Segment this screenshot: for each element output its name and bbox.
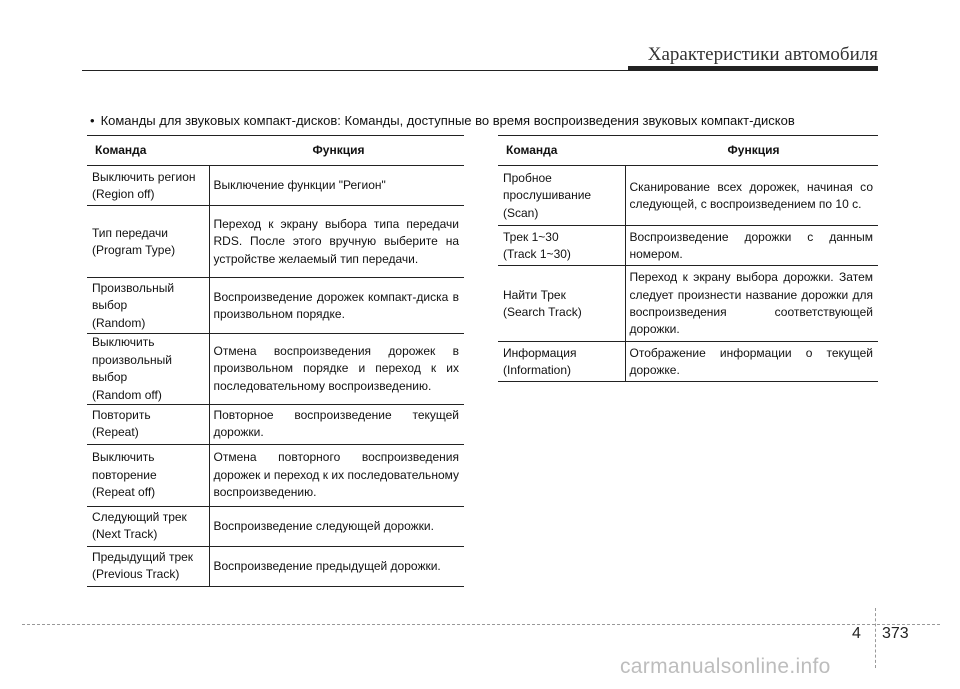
- function-cell: Воспроизведение дорожки с данным номером.: [625, 226, 878, 266]
- column-header-command: Команда: [87, 136, 209, 166]
- command-cell: Предыдущий трек (Previous Track): [87, 546, 209, 586]
- function-cell: Воспроизведение следующей дорожки.: [209, 506, 464, 546]
- table-row: [87, 404, 464, 444]
- table-row: [87, 444, 464, 506]
- column-header-function: Функция: [625, 136, 878, 166]
- function-cell: Воспроизведение дорожек компакт-диска в произвольном порядке.: [209, 278, 464, 334]
- function-cell: Отображение информации о текущей дорожке.: [625, 342, 878, 382]
- table-header-row: [87, 136, 464, 166]
- footer-divider: [22, 624, 940, 625]
- page-number: 373: [882, 625, 909, 642]
- command-cell: Выключить произвольный выбор (Random off): [87, 334, 209, 405]
- table-row: [87, 206, 464, 278]
- command-cell: Тип передачи (Program Type): [87, 206, 209, 278]
- command-cell: Выключить регион (Region off): [87, 166, 209, 206]
- command-cell: Информация (Information): [498, 342, 625, 382]
- intro-line: [90, 113, 795, 128]
- bullet-icon: •: [90, 113, 95, 128]
- table-row: [87, 278, 464, 334]
- function-cell: Отмена воспроизведения дорожек в произвольном порядке и переход к их последовательному воспроизведению.: [209, 334, 464, 405]
- column-header-command: Команда: [498, 136, 625, 166]
- table-row: [498, 266, 878, 342]
- table-row: [498, 342, 878, 382]
- chapter-number: 4: [852, 625, 861, 642]
- left-command-table: [87, 135, 464, 587]
- function-cell: Выключение функции "Регион": [209, 166, 464, 206]
- function-cell: Переход к экрану выбора типа передачи RDS. После этого вручную выберите на устройстве желаемый тип передачи.: [209, 206, 464, 278]
- function-cell: Сканирование всех дорожек, начиная со следующей, с воспроизведением по 10 с.: [625, 166, 878, 226]
- page-number-divider: [875, 608, 876, 668]
- watermark: carmanualsonline.info: [620, 655, 831, 678]
- right-command-table: [498, 135, 878, 382]
- table-row: [87, 166, 464, 206]
- function-cell: Воспроизведение предыдущей дорожки.: [209, 546, 464, 586]
- header-accent-bar: [628, 66, 878, 71]
- command-cell: Следующий трек (Next Track): [87, 506, 209, 546]
- table-row: [498, 166, 878, 226]
- command-cell: Повторить (Repeat): [87, 404, 209, 444]
- function-cell: Переход к экрану выбора дорожки. Затем следует произнести название дорожки для воспроизведения соответствующей дорожки.: [625, 266, 878, 342]
- page-title: Характеристики автомобиля: [647, 44, 878, 65]
- table-header-row: [498, 136, 878, 166]
- function-cell: Повторное воспроизведение текущей дорожки.: [209, 404, 464, 444]
- table-row: [87, 546, 464, 586]
- command-cell: Пробное прослушивание (Scan): [498, 166, 625, 226]
- intro-text: Команды для звуковых компакт-дисков: Команды, доступные во время воспроизведения звуковых компакт-дисков: [100, 113, 795, 128]
- table-row: [87, 506, 464, 546]
- command-cell: Трек 1~30 (Track 1~30): [498, 226, 625, 266]
- command-cell: Найти Трек (Search Track): [498, 266, 625, 342]
- command-cell: Выключить повторение (Repeat off): [87, 444, 209, 506]
- table-row: [87, 334, 464, 405]
- column-header-function: Функция: [209, 136, 464, 166]
- function-cell: Отмена повторного воспроизведения дорожек и переход к их последовательному воспроизведению.: [209, 444, 464, 506]
- table-row: [498, 226, 878, 266]
- command-cell: Произвольный выбор (Random): [87, 278, 209, 334]
